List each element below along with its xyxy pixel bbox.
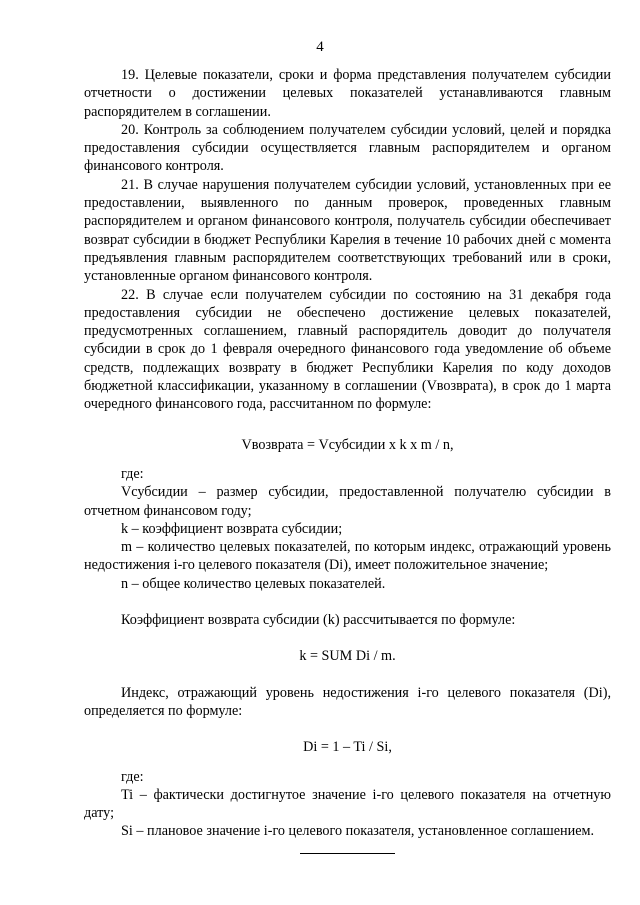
k-formula-intro: Коэффициент возврата субсидии (k) рассчитывается по формуле:	[121, 612, 516, 629]
paragraph-21: 21. В случае нарушения получателем субсидии условий, установленных при ее предоставлении, выявленного по данным проверок, проведенных главным распорядителем и органом финансового контроля, получатель субсидии обеспечивает возврат субсидии в бюджет Республики Карелия в течение 10 рабочих дней с момента предъявления главным распорядителем соответствующих требований или в сроки, установленные органом финансового контроля.	[84, 176, 611, 285]
where-label-1: где:	[121, 465, 144, 482]
paragraph-20: 20. Контроль за соблюдением получателем субсидии условий, целей и порядка предоставления субсидии осуществляется главным распорядителем и органом финансового контроля.	[84, 121, 611, 175]
definition-ti: Ti – фактически достигнутое значение i-го целевого показателя на отчетную дату;	[84, 786, 611, 822]
formula-di: Di = 1 – Ti / Si,	[303, 739, 392, 756]
paragraph-19: 19. Целевые показатели, сроки и форма представления получателем субсидии отчетности о достижении целевых показателей устанавливаются главным распорядителем в соглашении.	[84, 67, 611, 120]
spacer	[84, 593, 611, 611]
closing-rule	[300, 853, 395, 854]
formula-k: k = SUM Di / m.	[299, 648, 396, 665]
formula-refund-volume: Vвозврата = Vсубсидии x k x m / n,	[241, 436, 454, 453]
definition-si: Si – плановое значение i-го целевого показателя, установленное соглашением.	[121, 823, 595, 840]
where-label-2: где:	[121, 768, 144, 785]
definition-n: n – общее количество целевых показателей.	[121, 575, 386, 592]
paragraph-22: 22. В случае если получателем субсидии по состоянию на 31 декабря года предоставления субсидии не обеспечено достижение целевых показателей, предусмотренных соглашением, главный распорядитель доводит до получателя субсидии в срок до 1 февраля очередного финансового года уведомление об объеме средств, подлежащих возврату в бюджет Республики Карелия по коду доходов бюджетной классификации, указанному в соглашении (Vвозврата), в срок до 1 марта очередного финансового года, рассчитанном по формуле:	[84, 286, 611, 413]
page-number: 4	[316, 39, 324, 55]
di-formula-intro: Индекс, отражающий уровень недостижения i-го целевого показателя (Di), определяется по формуле:	[84, 684, 611, 719]
definition-m: m – количество целевых показателей, по которым индекс, отражающий уровень недостижения i-го целевого показателя (Di), имеет положительное значение;	[84, 539, 611, 574]
document-body	[84, 66, 611, 854]
definition-v-subsidy: Vсубсидии – размер субсидии, предоставленной получателю субсидии в отчетном финансовом году;	[84, 484, 611, 519]
definition-k: k – коэффициент возврата субсидии;	[121, 520, 343, 537]
